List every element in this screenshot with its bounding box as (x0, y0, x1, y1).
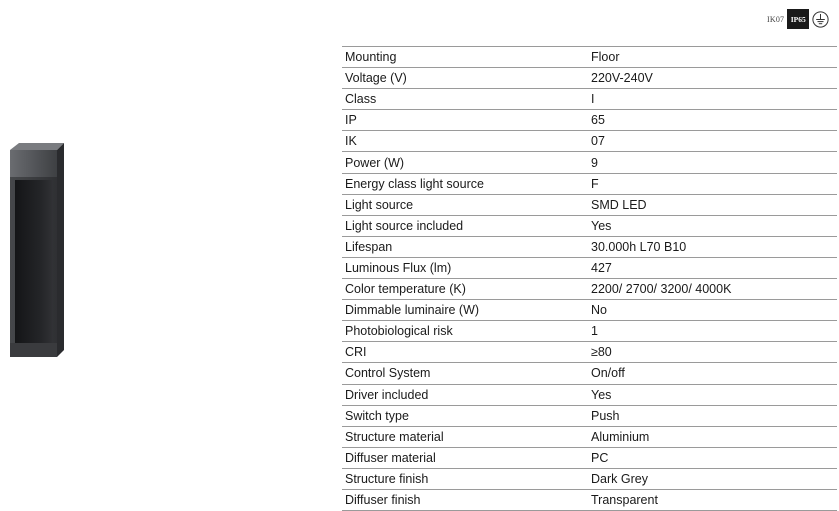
spec-row (342, 110, 837, 131)
spec-key: Energy class light source (342, 173, 588, 194)
spec-value: No (588, 300, 837, 321)
spec-key: Lifespan (342, 236, 588, 257)
spec-row (342, 321, 837, 342)
spec-value: I (588, 89, 837, 110)
spec-row (342, 363, 837, 384)
spec-key: Color temperature (K) (342, 279, 588, 300)
ik-rating-badge: IK07 (767, 14, 785, 24)
spec-key: Luminous Flux (lm) (342, 257, 588, 278)
product-image (7, 142, 67, 362)
spec-row (342, 131, 837, 152)
spec-key: Structure material (342, 426, 588, 447)
spec-row (342, 279, 837, 300)
specification-table (342, 46, 837, 511)
spec-key: IK (342, 131, 588, 152)
spec-value: PC (588, 447, 837, 468)
spec-row (342, 152, 837, 173)
spec-key: Structure finish (342, 468, 588, 489)
spec-value: Transparent (588, 489, 837, 510)
spec-value: 2200/ 2700/ 3200/ 4000K (588, 279, 837, 300)
spec-row (342, 89, 837, 110)
spec-key: Switch type (342, 405, 588, 426)
spec-row (342, 257, 837, 278)
spec-row (342, 405, 837, 426)
spec-value: Push (588, 405, 837, 426)
spec-row (342, 426, 837, 447)
spec-value: Dark Grey (588, 468, 837, 489)
spec-key: Diffuser material (342, 447, 588, 468)
spec-row (342, 300, 837, 321)
spec-value: SMD LED (588, 194, 837, 215)
spec-key: Driver included (342, 384, 588, 405)
spec-row (342, 447, 837, 468)
spec-row (342, 489, 837, 510)
spec-value: 427 (588, 257, 837, 278)
spec-value: 65 (588, 110, 837, 131)
spec-key: Voltage (V) (342, 68, 588, 89)
spec-row (342, 236, 837, 257)
spec-row (342, 384, 837, 405)
ip-rating-badge: IP65 (787, 9, 809, 29)
ground-symbol-icon (812, 11, 829, 28)
spec-key: Control System (342, 363, 588, 384)
spec-value: 1 (588, 321, 837, 342)
spec-row (342, 215, 837, 236)
spec-value: 07 (588, 131, 837, 152)
spec-key: Mounting (342, 47, 588, 68)
spec-value: Yes (588, 215, 837, 236)
spec-value: Yes (588, 384, 837, 405)
spec-key: CRI (342, 342, 588, 363)
spec-value: ≥80 (588, 342, 837, 363)
spec-value: On/off (588, 363, 837, 384)
spec-key: Light source (342, 194, 588, 215)
spec-value: 30.000h L70 B10 (588, 236, 837, 257)
spec-row (342, 468, 837, 489)
spec-value: Floor (588, 47, 837, 68)
spec-key: Diffuser finish (342, 489, 588, 510)
spec-value: F (588, 173, 837, 194)
spec-key: Class (342, 89, 588, 110)
spec-value: 220V-240V (588, 68, 837, 89)
spec-key: IP (342, 110, 588, 131)
spec-value: Aluminium (588, 426, 837, 447)
spec-row (342, 173, 837, 194)
bollard-light-icon (7, 142, 67, 362)
spec-key: Dimmable luminaire (W) (342, 300, 588, 321)
spec-row (342, 194, 837, 215)
spec-key: Light source included (342, 215, 588, 236)
spec-row (342, 47, 837, 68)
spec-row (342, 68, 837, 89)
spec-row (342, 342, 837, 363)
spec-key: Power (W) (342, 152, 588, 173)
spec-key: Photobiological risk (342, 321, 588, 342)
spec-value: 9 (588, 152, 837, 173)
certification-badges (767, 9, 829, 29)
